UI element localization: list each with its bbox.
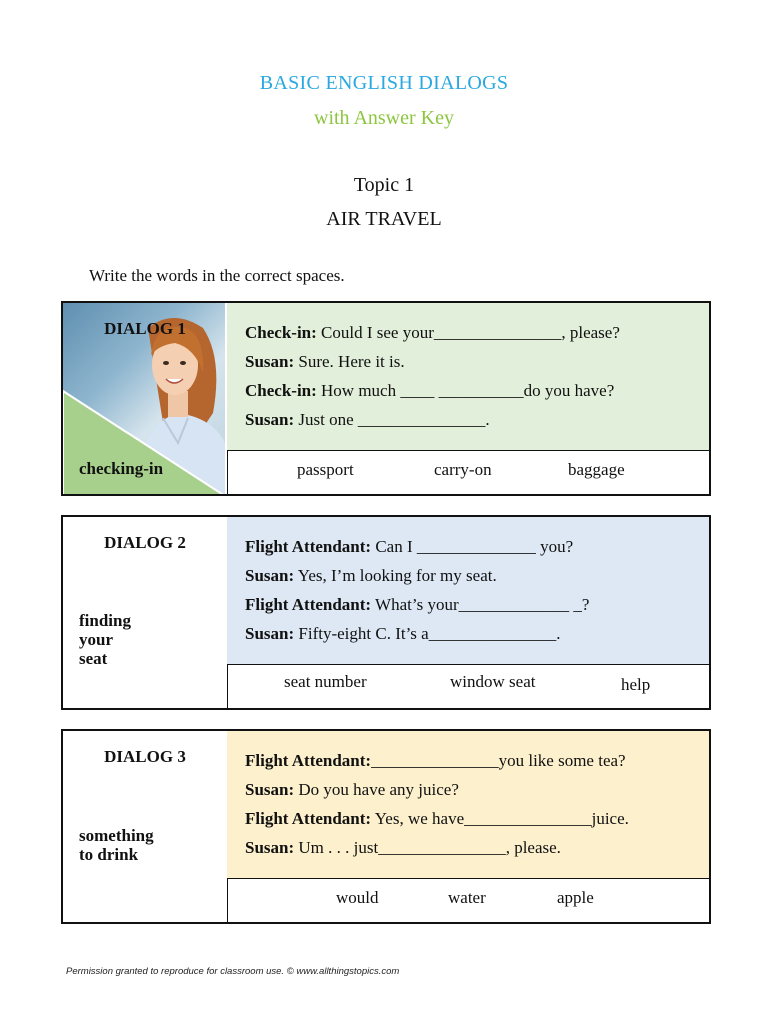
worksheet-title: BASIC ENGLISH DIALOGS — [259, 72, 509, 94]
dialog-line: Check-in: Could I see your_______________, please? — [245, 323, 620, 342]
dialog-line: Flight Attendant: Yes, we have_______________juice. — [245, 809, 629, 828]
dialog-3-label: DIALOG 3 — [104, 747, 186, 766]
dialog-2-box — [61, 515, 711, 710]
dialog-1-lines-panel — [227, 303, 709, 451]
dialog-2-side-panel — [63, 517, 228, 708]
dialog-1-word-bank — [227, 448, 709, 494]
worksheet-subtitle: with Answer Key — [314, 107, 454, 129]
word-bank-item: baggage — [568, 460, 625, 479]
dialog-line: Susan: Just one _______________. — [245, 410, 490, 429]
word-bank-item: carry-on — [434, 460, 492, 479]
dialog-3-caption: something to drink — [79, 826, 154, 864]
copyright-footer: Permission granted to reproduce for classroom use. © www.allthingstopics.com — [66, 966, 400, 977]
word-bank-item: apple — [557, 888, 594, 907]
dialog-1-label: DIALOG 1 — [104, 319, 186, 338]
dialog-line: Susan: Yes, I’m looking for my seat. — [245, 566, 497, 585]
topic-number: Topic 1 — [353, 174, 415, 196]
word-bank-item: would — [336, 888, 379, 907]
dialog-line: Flight Attendant: What’s your_____________ _? — [245, 595, 590, 614]
dialog-line: Check-in: How much ____ __________do you have? — [245, 381, 615, 400]
instruction-text: Write the words in the correct spaces. — [89, 266, 345, 285]
word-bank-item: water — [448, 888, 486, 907]
dialog-line: Susan: Um . . . just_______________, please. — [245, 838, 561, 857]
dialog-2-label: DIALOG 2 — [104, 533, 186, 552]
dialog-3-side-panel — [63, 731, 228, 922]
word-bank-item: passport — [297, 460, 354, 479]
dialog-2-word-bank — [227, 662, 709, 708]
dialog-2-caption: finding your seat — [79, 611, 131, 668]
dialog-1-side-panel — [63, 303, 228, 494]
dialog-line: Flight Attendant: Can I ______________ you? — [245, 537, 574, 556]
word-bank-item: seat number — [284, 672, 367, 691]
word-bank-item: help — [621, 675, 651, 694]
dialog-line: Flight Attendant:_______________you like some tea? — [245, 751, 626, 770]
dialog-3-lines-panel — [227, 731, 709, 879]
dialog-line: Susan: Fifty-eight C. It’s a_______________. — [245, 624, 561, 643]
dialog-1-caption: checking-in — [79, 459, 164, 478]
dialog-3-box — [61, 729, 711, 924]
dialog-2-lines-panel — [227, 517, 709, 665]
dialog-line: Susan: Do you have any juice? — [245, 780, 459, 799]
dialog-1-box — [61, 301, 711, 496]
dialog-line: Susan: Sure. Here it is. — [245, 352, 405, 371]
word-bank-item: window seat — [450, 672, 536, 691]
topic-subject: AIR TRAVEL — [326, 208, 442, 230]
dialog-3-word-bank — [227, 876, 709, 922]
